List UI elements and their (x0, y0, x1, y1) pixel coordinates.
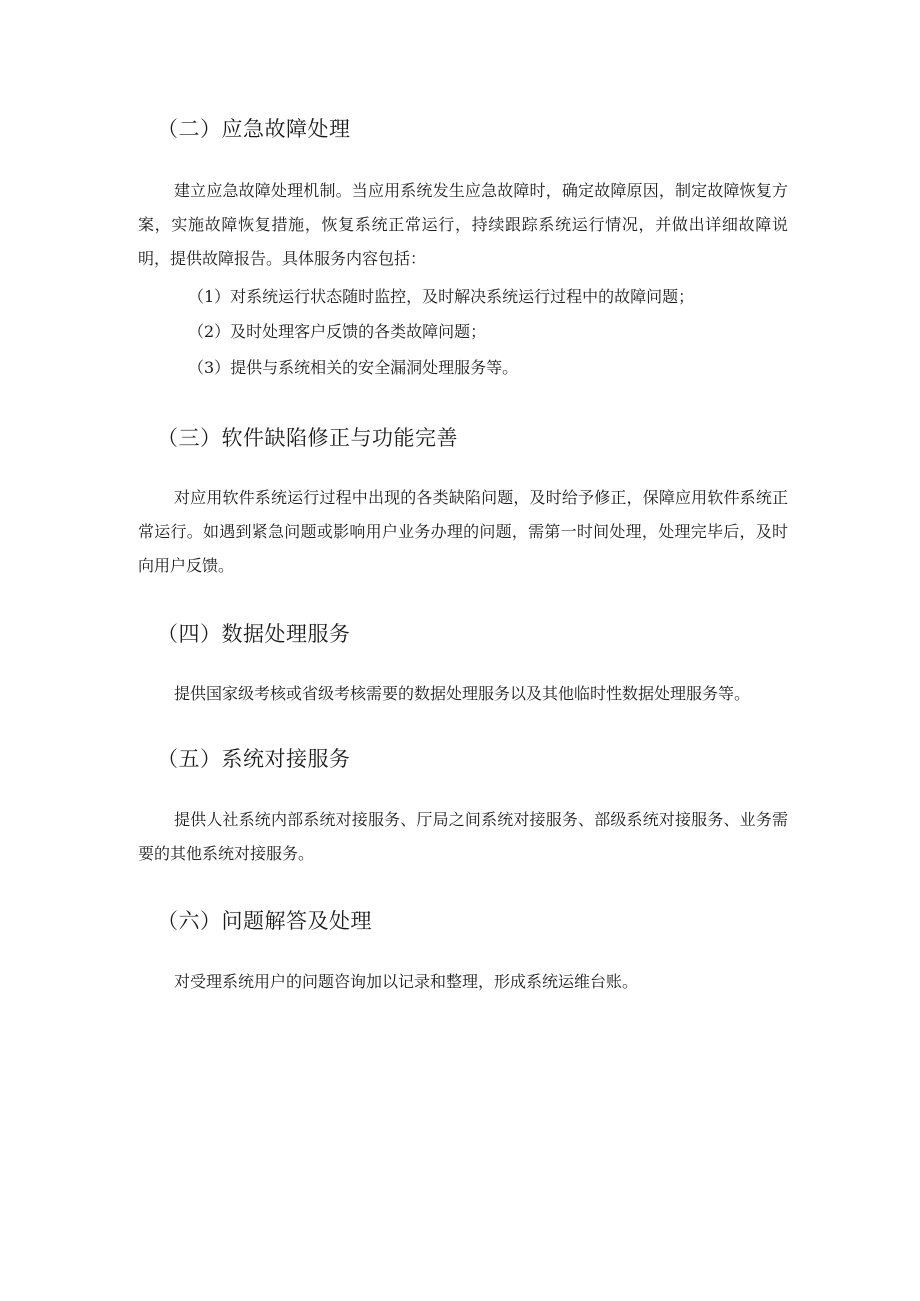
list-item: （3）提供与系统相关的安全漏洞处理服务等。 (188, 358, 519, 377)
section-heading-qa-handling: （六）问题解答及处理 (157, 909, 372, 933)
section-paragraph-system-integration: 提供人社系统内部系统对接服务、厅局之间系统对接服务、部级系统对接服务、业务需要的其他系统对接服务。 (138, 810, 788, 863)
section-heading-emergency-fault: （二）应急故障处理 (157, 117, 351, 141)
section-paragraph-data-processing: 提供国家级考核或省级考核需要的数据处理服务以及其他临时性数据处理服务等。 (174, 684, 751, 703)
section-paragraph-emergency-fault: 建立应急故障处理机制。当应用系统发生应急故障时，确定故障原因，制定故障恢复方案，实施故障恢复措施，恢复系统正常运行，持续跟踪系统运行情况，并做出详细故障说明，提供故障报告。具体服务内容包括： (138, 181, 788, 268)
section-heading-system-integration: （五）系统对接服务 (157, 747, 351, 771)
section-heading-software-defect: （三）软件缺陷修正与功能完善 (157, 426, 458, 450)
section-paragraph-qa-handling: 对受理系统用户的问题咨询加以记录和整理，形成系统运维台账。 (174, 972, 639, 991)
list-item: （2）及时处理客户反馈的各类故障问题； (188, 322, 487, 341)
list-item: （1）对系统运行状态随时监控，及时解决系统运行过程中的故障问题； (188, 287, 695, 306)
section-paragraph-software-defect: 对应用软件系统运行过程中出现的各类缺陷问题，及时给予修正，保障应用软件系统正常运行。如遇到紧急问题或影响用户业务办理的问题，需第一时间处理，处理完毕后，及时向用户反馈。 (138, 488, 788, 575)
section-heading-data-processing: （四）数据处理服务 (157, 622, 351, 646)
